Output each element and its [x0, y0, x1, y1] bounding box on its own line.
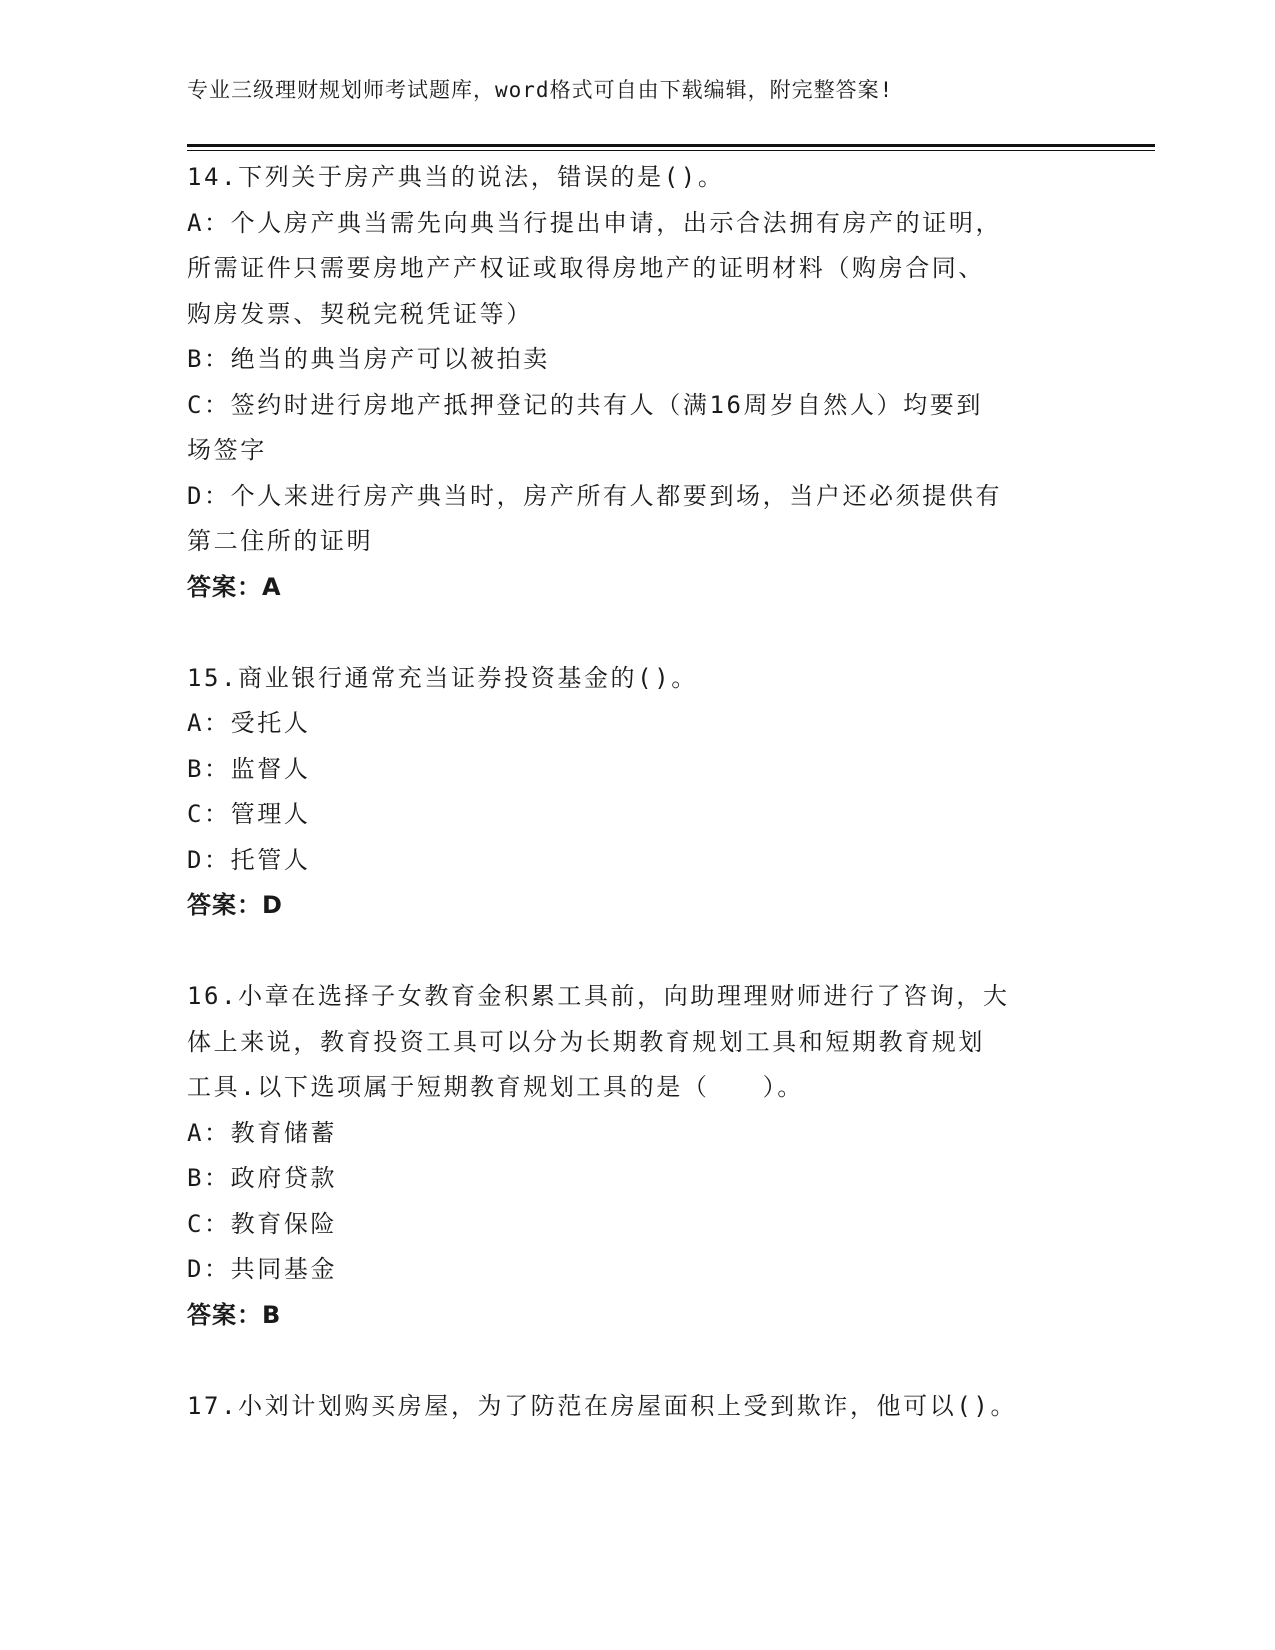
option-a-continued: 所需证件只需要房地产产权证或取得房地产的证明材料（购房合同、: [187, 254, 985, 282]
option-d: D：个人来进行房产典当时，房产所有人都要到场，当户还必须提供有: [187, 481, 1003, 510]
option-a: A：教育储蓄: [187, 1118, 338, 1147]
question-spacer: [187, 610, 1087, 656]
question-16: [187, 974, 1087, 1338]
page-header: 专业三级理财规划师考试题库，word格式可自由下载编辑，附完整答案!: [187, 78, 894, 102]
question-stem: 15.商业银行通常充当证券投资基金的()。: [187, 663, 698, 692]
option-b: B：政府贷款: [187, 1164, 338, 1192]
question-spacer: [187, 929, 1087, 975]
question-stem: 14.下列关于房产典当的说法，错误的是()。: [187, 163, 725, 191]
option-b: B：绝当的典当房产可以被拍卖: [187, 345, 550, 373]
option-a: A：受托人: [187, 709, 311, 737]
header-divider-thin: [187, 150, 1155, 151]
question-17: [187, 1384, 1087, 1430]
option-c: C：管理人: [187, 800, 311, 828]
question-stem-continued: 工具.以下选项属于短期教育规划工具的是（ ）。: [187, 1073, 804, 1101]
question-stem-continued: 体上来说，教育投资工具可以分为长期教育规划工具和短期教育规划: [187, 1027, 985, 1056]
answer-line: 答案：B: [187, 1300, 282, 1329]
option-b: B：监督人: [187, 754, 311, 783]
answer-line: 答案：A: [187, 572, 282, 601]
question-spacer: [187, 1338, 1087, 1384]
question-14: [187, 155, 1087, 610]
option-a-continued: 购房发票、契税完税凭证等）: [187, 299, 533, 328]
question-15: [187, 656, 1087, 929]
option-d-continued: 第二住所的证明: [187, 527, 374, 555]
header-divider-thick: [187, 144, 1155, 147]
option-d: D：共同基金: [187, 1255, 338, 1283]
option-c-continued: 场签字: [187, 436, 267, 464]
question-list: [187, 155, 1087, 1429]
question-stem: 17.小刘计划购买房屋，为了防范在房屋面积上受到欺诈，他可以()。: [187, 1391, 1018, 1420]
question-stem: 16.小章在选择子女教育金积累工具前，向助理理财师进行了咨询，大: [187, 982, 1010, 1010]
option-d: D：托管人: [187, 845, 311, 874]
option-a: A：个人房产典当需先向典当行提出申请，出示合法拥有房产的证明，: [187, 208, 1003, 237]
option-c: C：签约时进行房地产抵押登记的共有人（满16周岁自然人）均要到: [187, 390, 983, 419]
option-c: C：教育保险: [187, 1209, 338, 1238]
answer-line: 答案：D: [187, 891, 283, 919]
